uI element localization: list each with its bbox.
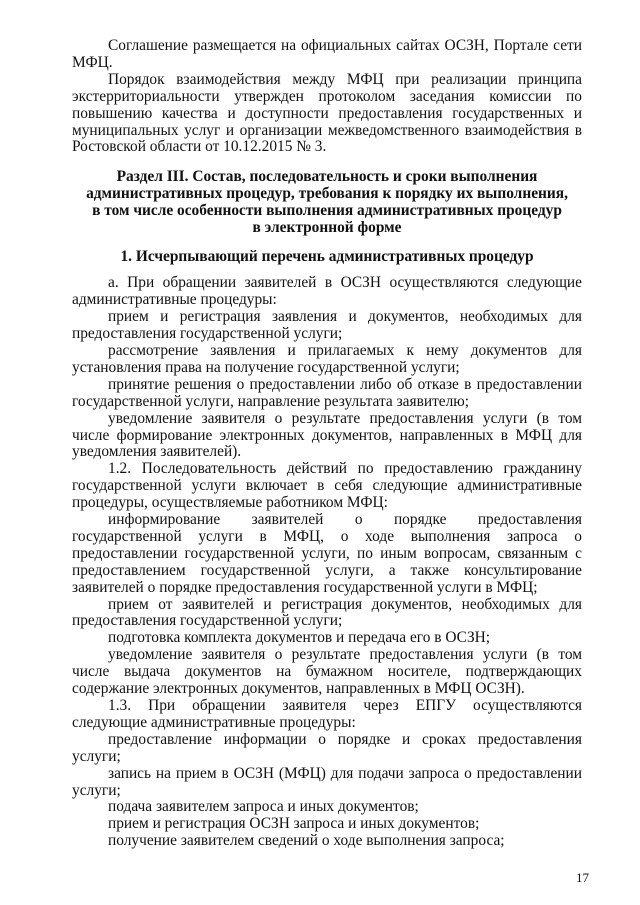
page-number: 17 (576, 870, 589, 885)
section-heading-line: в электронной форме (252, 219, 402, 237)
section-heading-line: в том числе особенности выполнения административных процедур (92, 202, 562, 220)
body-paragraph: получение заявителем сведений о ходе выполнения запроса; (108, 832, 505, 850)
body-paragraph: а. При обращении заявителей в ОСЗН осуществляются следующие административные процедуры: (72, 274, 582, 309)
body-paragraph: принятие решения о предоставлении либо об отказе в предоставлении государственной услуги, направление результата заявителю; (72, 375, 582, 410)
body-paragraph: рассмотрение заявления и прилагаемых к нему документов для установления права на получение государственной услуги; (72, 341, 582, 376)
body-paragraph: 1.2. Последовательность действий по предоставлению гражданину государственной услуги включает в себя следующие административные процедуры, осуществляемые работником МФЦ: (72, 460, 582, 512)
section-heading-line: административных процедур, требования к порядку их выполнения, (86, 185, 568, 203)
body-paragraph: 1.3. При обращении заявителя через ЕПГУ осуществляются следующие административные процедуры: (72, 697, 582, 731)
body-paragraph: подготовка комплекта документов и передача его в ОСЗН; (108, 629, 491, 647)
section-heading (72, 168, 582, 236)
body-paragraph: прием от заявителей и регистрация документов, необходимых для предоставления государственной услуги; (72, 595, 582, 630)
body-paragraph: подача заявителем запроса и иных документов; (108, 798, 419, 816)
body-paragraph: прием и регистрация заявления и документов, необходимых для предоставления государственной услуги; (72, 308, 582, 343)
subsection-heading: 1. Исчерпывающий перечень административных процедур (120, 248, 534, 266)
body-paragraph: прием и регистрация ОСЗН запроса и иных документов; (108, 815, 480, 833)
intro-paragraph: Соглашение размещается на официальных сайтах ОСЗН, Портале сети МФЦ. (72, 37, 582, 71)
body-paragraph: предоставление информации о порядке и сроках предоставления услуги; (72, 730, 582, 765)
section-heading-line: Раздел III. Состав, последовательность и сроки выполнения (116, 168, 538, 186)
page-content (72, 38, 582, 850)
body-paragraph: уведомление заявителя о результате предоставления услуги (в том числе формирование электронных документов, направленных в МФЦ для уведомления заявителей). (72, 409, 582, 461)
body-paragraph: уведомление заявителя о результате предоставления услуги (в том числе выдача документов на бумажном носителе, подтверждающих содержание электронных документов, направленных в МФЦ ОСЗН). (72, 646, 582, 698)
body-paragraph: информирование заявителей о порядке предоставления государственной услуги в МФЦ, о ходе выполнения запроса о предоставлении государственной услуги, по иным вопросам, связанным с предоставлением государственной услуги, а также консультирование заявителей о порядке предоставления государственной услуги в МФЦ; (72, 511, 582, 596)
body-paragraph: запись на прием в ОСЗН (МФЦ) для подачи запроса о предоставлении услуги; (72, 764, 582, 799)
intro-paragraph: Порядок взаимодействия между МФЦ при реализации принципа экстерриториальности утвержден протоколом заседания комиссии по повышению качества и доступности предоставления государственных и муниципальных услуг и организации межведомственного взаимодействия в Ростовской области от 10.12.2015 № 3. (72, 70, 582, 156)
